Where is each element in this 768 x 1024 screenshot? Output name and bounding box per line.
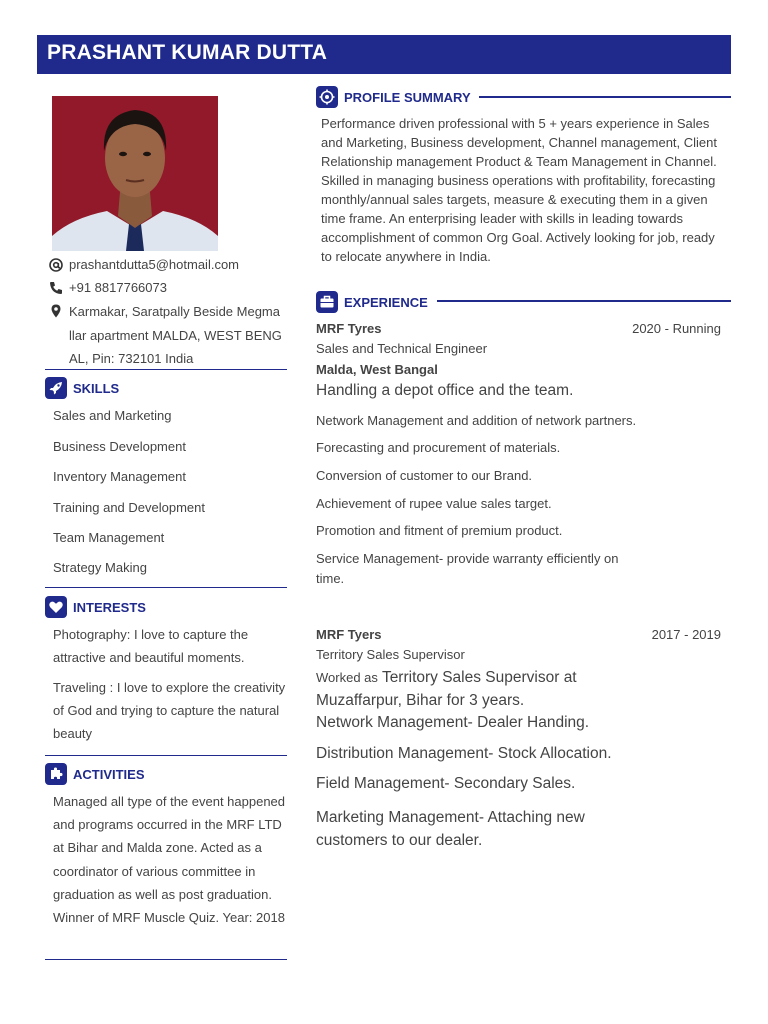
address-text: Karmakar, Saratpally Beside Megma llar apartment MALDA, WEST BENG AL, Pin: 732101 India bbox=[69, 304, 282, 366]
profile-photo bbox=[52, 96, 218, 251]
phone-icon bbox=[48, 280, 64, 296]
profile-summary-title: PROFILE SUMMARY bbox=[344, 90, 471, 105]
experience-title: EXPERIENCE bbox=[344, 295, 428, 310]
job-point: Network Management- Dealer Handing. bbox=[316, 714, 590, 731]
at-sign-icon bbox=[48, 257, 64, 273]
skill-item: Strategy Making bbox=[53, 560, 147, 575]
interest-item: Traveling : I love to explore the creativity of God and trying to capture the natural beauty bbox=[53, 680, 286, 742]
skills-title: SKILLS bbox=[73, 381, 120, 396]
divider bbox=[45, 587, 287, 588]
interests-title: INTERESTS bbox=[73, 600, 146, 615]
skill-item: Business Development bbox=[53, 439, 186, 454]
job-point: Marketing Management- Attaching new customers to our dealer. bbox=[316, 809, 585, 849]
email-text[interactable]: prashantdutta5@hotmail.com bbox=[69, 257, 240, 272]
job-point: Achievement of rupee value sales target. bbox=[316, 496, 552, 511]
puzzle-icon bbox=[45, 763, 67, 785]
target-icon bbox=[316, 86, 338, 108]
job-dates: 2020 - Running bbox=[632, 321, 721, 336]
job-summary bbox=[316, 666, 606, 712]
job-headline: Handling a depot office and the team. bbox=[316, 382, 574, 399]
skill-item: Inventory Management bbox=[53, 469, 186, 484]
candidate-name: PRASHANT KUMAR DUTTA bbox=[47, 41, 328, 64]
skill-item: Sales and Marketing bbox=[53, 408, 172, 423]
name-header bbox=[37, 35, 731, 74]
map-pin-icon bbox=[48, 303, 64, 319]
skill-item: Team Management bbox=[53, 530, 165, 545]
briefcase-icon bbox=[316, 291, 338, 313]
job-company: MRF Tyres bbox=[316, 321, 382, 336]
divider bbox=[45, 369, 287, 370]
skill-item: Training and Development bbox=[53, 500, 205, 515]
job-point: Field Management- Secondary Sales. bbox=[316, 775, 576, 792]
divider bbox=[45, 755, 287, 756]
job-point: Network Management and addition of network partners. bbox=[316, 413, 637, 428]
phone-text[interactable]: +91 8817766073 bbox=[69, 280, 167, 295]
job-role: Sales and Technical Engineer bbox=[316, 341, 488, 356]
job-location: Malda, West Bangal bbox=[316, 362, 438, 377]
job-point: Service Management- provide warranty efficiently on time. bbox=[316, 551, 619, 586]
divider bbox=[45, 959, 287, 960]
activities-title: ACTIVITIES bbox=[73, 767, 145, 782]
job-point: Conversion of customer to our Brand. bbox=[316, 468, 533, 483]
activities-text: Managed all type of the event happened and programs occurred in the MRF LTD at Bihar and Malda zone. Acted as a coordinator of various committee in graduation as well as post graduation. Winner of MRF Muscle Quiz. Year: 2018 bbox=[53, 794, 286, 926]
job-point: Forecasting and procurement of materials. bbox=[316, 440, 561, 455]
job-summary-text: Territory Sales Supervisor at Muzaffarpur, Bihar for 3 years. bbox=[316, 669, 577, 709]
job-dates: 2017 - 2019 bbox=[651, 627, 721, 642]
divider bbox=[479, 96, 731, 98]
job-summary-prefix: Worked as bbox=[316, 670, 378, 685]
rocket-icon bbox=[45, 377, 67, 399]
divider bbox=[437, 300, 731, 302]
job-company: MRF Tyers bbox=[316, 627, 382, 642]
job-point: Promotion and fitment of premium product. bbox=[316, 523, 563, 538]
job-point: Distribution Management- Stock Allocation. bbox=[316, 745, 612, 762]
heart-icon bbox=[45, 596, 67, 618]
profile-summary-text: Performance driven professional with 5 + years experience in Sales and Marketing, Business development, Channel management, Client Relationship management Product & Team Management in Channel. Skilled in managing business operations with profitability, forecasting monthly/annual sales targets, measure & executing them in a given time frame. An enterprising leader with skills in leading towards accomplishment of common Org Goal. Actively looking for job, ready to relocate anywhere in India. bbox=[321, 116, 718, 264]
job-role: Territory Sales Supervisor bbox=[316, 647, 465, 662]
interest-item: Photography: I love to capture the attractive and beautiful moments. bbox=[53, 627, 249, 666]
